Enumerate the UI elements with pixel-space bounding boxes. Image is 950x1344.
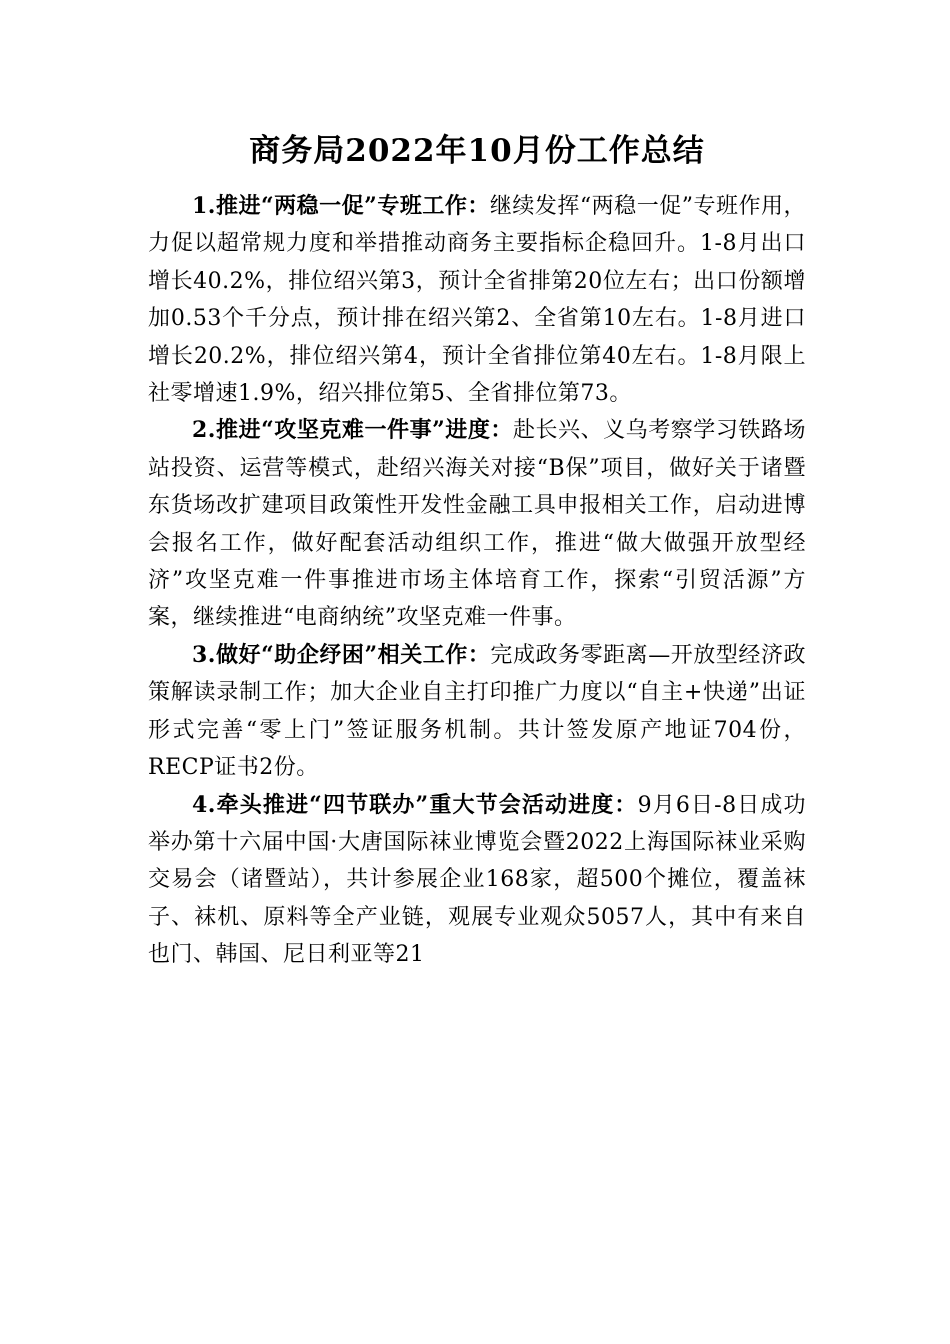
paragraph-1-heading: 1.推进“两稳一促”专班工作： (192, 193, 490, 219)
paragraph-1 (148, 188, 806, 412)
paragraph-2-heading: 2.推进“攻坚克难一件事”进度： (192, 417, 513, 444)
paragraph-3-heading: 3.做好“助企纾困”相关工作： (192, 641, 491, 668)
paragraph-3-text: 完成政务零距离—开放型经济政策解读录制工作；加大企业自主打印推广力度以“自主+快递”出证形式完善“零上门”签证服务机制。共计签发原产地证704份，RECP证书2份。 (148, 642, 806, 781)
paragraph-4-text: 9月6日-8日成功举办第十六届中国·大唐国际袜业博览会暨2022上海国际袜业采购交易会（诸暨站），共计参展企业168家，超500个摊位，覆盖袜子、袜机、原料等全产业链，观展专业观众5057人，其中有来自也门、韩国、尼日利亚等21 (148, 792, 806, 968)
paragraph-2 (148, 412, 806, 636)
paragraph-4 (148, 787, 806, 974)
paragraph-3 (148, 637, 806, 787)
document-title: 商务局2022年10月份工作总结 (249, 133, 705, 169)
paragraph-2-text: 赴长兴、义乌考察学习铁路场站投资、运营等模式，赴绍兴海关对接“B保”项目，做好关于诸暨东货场改扩建项目政策性开发性金融工具申报相关工作，启动进博会报名工作，做好配套活动组织工作，推进“做大做强开放型经济”攻坚克难一件事推进市场主体培育工作，探索“引贸活源”方案，继续推进“电商纳统”攻坚克难一件事。 (148, 418, 806, 631)
document-body (148, 124, 806, 974)
paragraph-4-heading: 4.牵头推进“四节联办”重大节会活动进度： (192, 791, 638, 818)
paragraph-1-text: 继续发挥“两稳一促”专班作用，力促以超常规力度和举措推动商务主要指标企稳回升。1-8月出口增长40.2%，排位绍兴第3，预计全省排第20位左右；出口份额增加0.53个千分点，预计排在绍兴第2、全省第10左右。1-8月进口增长20.2%，排位绍兴第4，预计全省排位第40左右。1-8月限上社零增速1.9%，绍兴排位第5、全省排位第73。 (148, 194, 806, 407)
